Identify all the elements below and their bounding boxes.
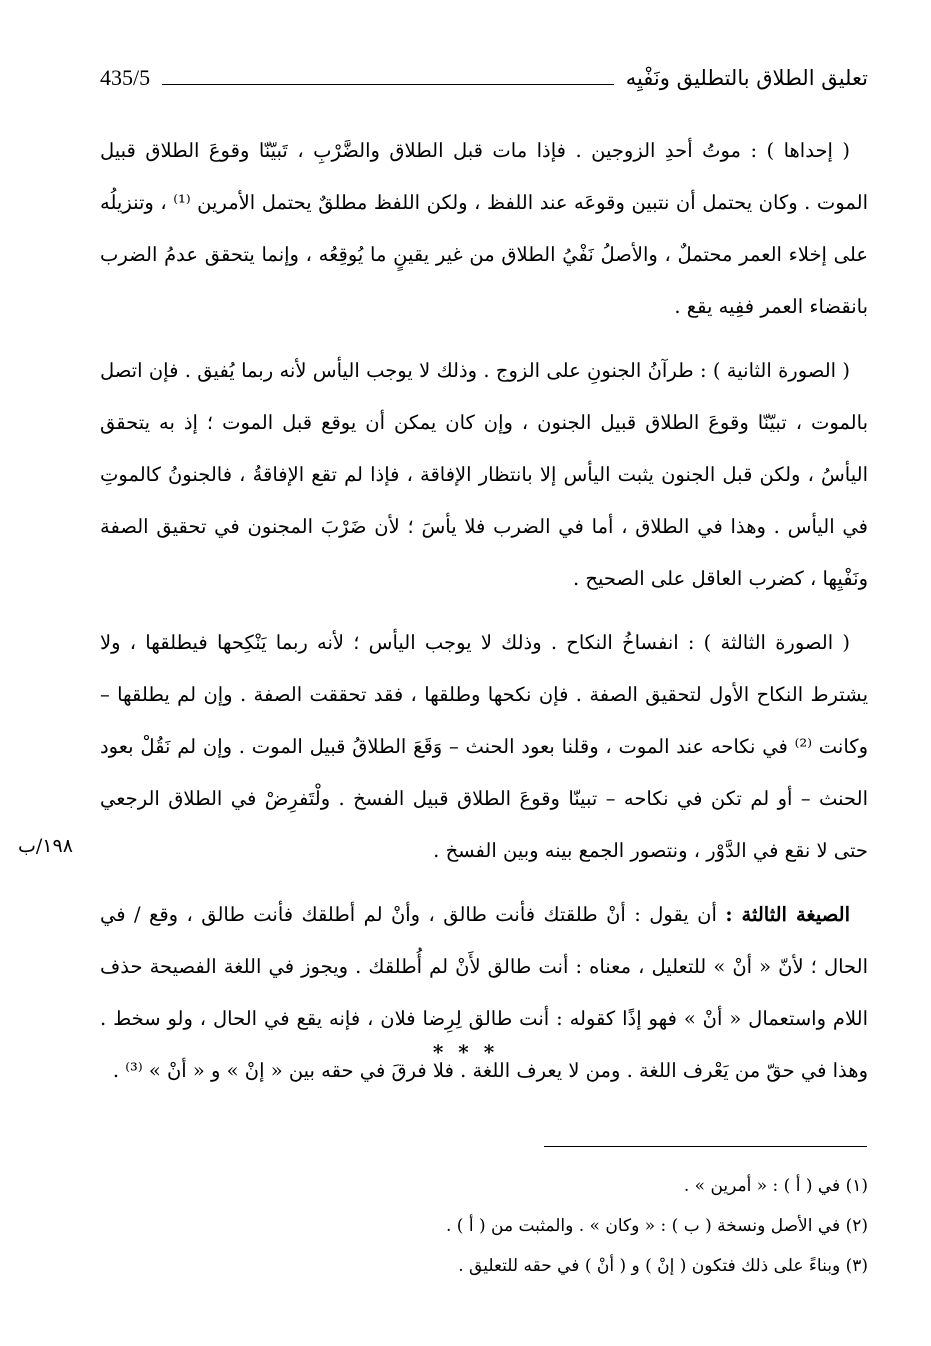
manuscript-folio-note: ١٩٨/ب (18, 835, 73, 857)
paragraph-first-image: ( إحداها ) : موتُ أحدِ الزوجين . فإذا مات قبل الطلاق والضَّرْبِ ، تَبيّنّا وقوعَ الطلاق قبيل الموت . وكان يحتمل أن نتبين وقوعَه عند اللفظ ، ولكن اللفظ مطلقٌ يحتمل الأمرين ⁽¹⁾ ، وتنزيلُه على إخلاء العمر محتملٌ ، والأصلُ نَفْيُ الطلاق من غير يقينٍ ما يُوقِعُه ، وإنما يتحقق عدمُ الضرب بانقضاء العمر ففِيه يقع . (100, 139, 868, 318)
paragraph-third-formula (100, 889, 868, 1097)
header-rule (162, 84, 614, 85)
section-text: أن يقول : أنْ طلقتك فأنت طالق ، وأنْ لم أطلقك فأنت طالق ، وقع / في الحال ؛ لأنّ « أنْ » للتعليل ، معناه : أنت طالق لأَنْ لم أُطلقك . ويجوز في اللغة الفصيحة حذف اللام واستعمال « أنْ » فهو إذًا كقوله : أنت طالق لِرِضا فلان ، فإنه يقع في الحال ، ولو سخط . وهذا في حقّ من يَعْرف اللغة . ومن لا يعرف اللغة . فلا فرقَ في حقه بين « إنْ » و « أنْ » ⁽³⁾ . (100, 903, 868, 1082)
paragraph-third-image: ( الصورة الثالثة ) : انفساخُ النكاح . وذلك لا يوجب اليأس ؛ لأنه ربما يَنْكِحها فيطلقها ، ولا يشترط النكاح الأول لتحقيق الصفة . فإن نكحها وطلقها ، فقد تحققت الصفة . وإن لم يطلقها – وكانت ⁽²⁾ في نكاحه عند الموت ، وقلنا بعود الحنث – وَقَعَ الطلاقُ قبيل الموت . وإن لم نَقُلْ بعود الحنث – أو لم تكن في نكاحه – تبينّا وقوعَ الطلاق قبيل الفسخ . ولْتَفرِضْ في الطلاق الرجعي حتى لا نقع في الدَّوْر ، ونتصور الجمع بينه وبين الفسخ . (100, 631, 868, 862)
main-text (100, 125, 868, 1109)
footnotes (100, 1166, 868, 1286)
footnote-rule (544, 1146, 867, 1147)
page-number: 435/5 (100, 65, 151, 90)
paragraph-second-image: ( الصورة الثانية ) : طرآنُ الجنونِ على الزوج . وذلك لا يوجب اليأس لأنه ربما يُفيق . فإن اتصل بالموت ، تبيّنّا وقوعَ الطلاق قبيل الجنون ، وإن كان يمكن أن يوقع قبل الموت ؛ إذ به يتحقق اليأسُ ، ولكن قبل الجنون يثبت اليأس إلا بانتظار الإفاقة ، فإذا لم تقع الإفاقةُ ، فالجنونُ كالموتِ في اليأس . وهذا في الطلاق ، أما في الضرب فلا يأسَ ؛ لأن ضَرْبَ المجنون في تحقيق الصفة ونَفْيِها ، كضرب العاقل على الصحيح . (100, 359, 868, 590)
section-heading: الصيغة الثالثة : (725, 903, 850, 926)
footnote-3: (٣) وبناءً على ذلك فتكون ( إنْ ) و ( أنْ ) في حقه للتعليق . (458, 1256, 868, 1276)
footnote-2: (٢) في الأصل ونسخة ( ب ) : « وكان » . والمثبت من ( أ ) . (446, 1216, 868, 1236)
page-header (100, 58, 868, 98)
running-title: تعليق الطلاق بالتطليق ونَفْيِه (625, 66, 868, 90)
footnote-1: (١) في ( أ ) : « أمرين » . (683, 1176, 868, 1196)
section-separator: * * * (432, 1040, 499, 1064)
